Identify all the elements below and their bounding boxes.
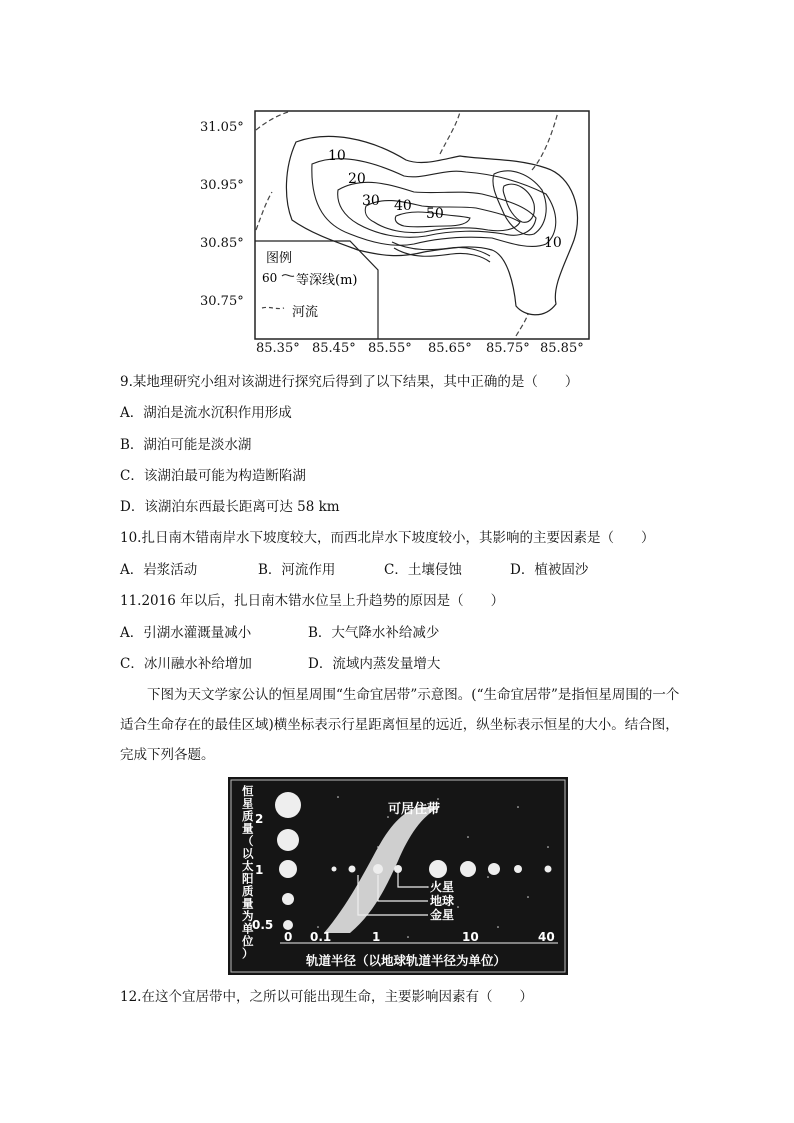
contour-label: 10	[328, 148, 346, 164]
question-10-option-b: B．河流作用	[258, 562, 336, 578]
map-x-tick: 85.55°	[368, 341, 412, 356]
annotation-venus: 金星	[430, 908, 455, 922]
question-11-option-a: A．引湖水灌溉量减小	[120, 625, 252, 641]
habitable-zone-figure	[228, 777, 568, 975]
annotation-earth: 地球	[430, 894, 455, 908]
question-9-option-a: A．湖泊是流水沉积作用形成	[120, 405, 292, 421]
x-axis-label: 轨道半径（以地球轨道半径为单位）	[306, 953, 507, 968]
map-x-tick: 85.35°	[256, 341, 300, 356]
band-label: 可居住带	[388, 802, 441, 817]
map-x-tick: 85.85°	[540, 341, 584, 356]
question-10-stem: 10.扎日南木错南岸水下坡度较大，而西北岸水下坡度较小，其影响的主要因素是（ ）	[120, 530, 655, 546]
question-10-option-a: A．岩浆活动	[120, 562, 198, 578]
y-tick: 0.5	[252, 918, 274, 932]
map-x-tick: 85.75°	[486, 341, 530, 356]
question-11-option-d: D．流域内蒸发量增大	[308, 656, 441, 672]
question-12-stem: 12.在这个宜居带中，之所以可能出现生命，主要影响因素有（ ）	[120, 989, 533, 1005]
star-mass-2	[275, 792, 301, 818]
question-9-option-d: D．该湖泊东西最长距离可达 58 km	[120, 499, 340, 515]
contour-label: 40	[394, 198, 412, 214]
legend-isobath-sample: 60	[262, 271, 278, 285]
question-9-option-b: B．湖泊可能是淡水湖	[120, 437, 252, 453]
planet-venus	[373, 864, 383, 874]
map-y-tick: 30.95°	[200, 178, 244, 193]
planet	[514, 865, 522, 873]
legend-title: 图例	[266, 251, 293, 266]
y-tick: 1	[255, 863, 264, 877]
star-mass-0-5	[283, 920, 293, 930]
map-x-tick: 85.65°	[428, 341, 472, 356]
question-10-option-d: D．植被固沙	[510, 562, 589, 578]
contour-label: 20	[348, 171, 366, 187]
map-y-tick: 31.05°	[200, 120, 244, 135]
planet	[349, 866, 356, 873]
x-tick: 40	[538, 930, 555, 944]
contour-label: 30	[362, 193, 380, 209]
planet	[488, 863, 500, 875]
planet	[460, 861, 476, 877]
planet	[429, 860, 447, 878]
legend-isobath-label: 等深线(m)	[296, 273, 358, 288]
question-11-stem: 11.2016 年以后，扎日南木错水位呈上升趋势的原因是（ ）	[120, 593, 505, 609]
intro-paragraph: 下图为天文学家公认的恒星周围“生命宜居带”示意图。(“生命宜居带”是指恒星周围的一个适合生命存在的最佳区域)横坐标表示行星距离恒星的远近，纵坐标表示恒星的大小。结合图，完成下列各题。	[120, 687, 680, 763]
planet	[332, 867, 337, 872]
planet-mars	[394, 865, 402, 873]
y-tick: 2	[255, 812, 264, 826]
lake-bathymetry-map	[254, 110, 590, 350]
x-tick: 10	[462, 930, 479, 944]
question-10-option-c: C．土壤侵蚀	[384, 562, 462, 578]
contour-label: 10	[544, 235, 562, 251]
question-11-option-b: B．大气降水补给减少	[308, 625, 440, 641]
y-axis-label: 恒星质量（以太阳质量为单位）	[242, 784, 254, 961]
question-9-stem: 9.某地理研究小组对该湖进行探究后得到了以下结果，其中正确的是（ ）	[120, 374, 579, 390]
contour-label: 50	[426, 206, 444, 222]
x-tick: 0	[284, 930, 293, 944]
question-11-option-c: C．冰川融水补给增加	[120, 656, 252, 672]
map-y-tick: 30.75°	[200, 294, 244, 309]
star-mass-0-7	[282, 893, 294, 905]
star-mass-1	[279, 860, 297, 878]
question-9-option-c: C．该湖泊最可能为构造断陷湖	[120, 468, 306, 484]
map-y-tick: 30.85°	[200, 236, 244, 251]
annotation-mars: 火星	[430, 880, 455, 894]
planet	[545, 866, 552, 873]
x-tick: 1	[372, 930, 381, 944]
star-mass-1-5	[277, 829, 299, 851]
map-x-tick: 85.45°	[312, 341, 356, 356]
legend-river-label: 河流	[292, 305, 319, 320]
x-tick: 0.1	[310, 930, 332, 944]
